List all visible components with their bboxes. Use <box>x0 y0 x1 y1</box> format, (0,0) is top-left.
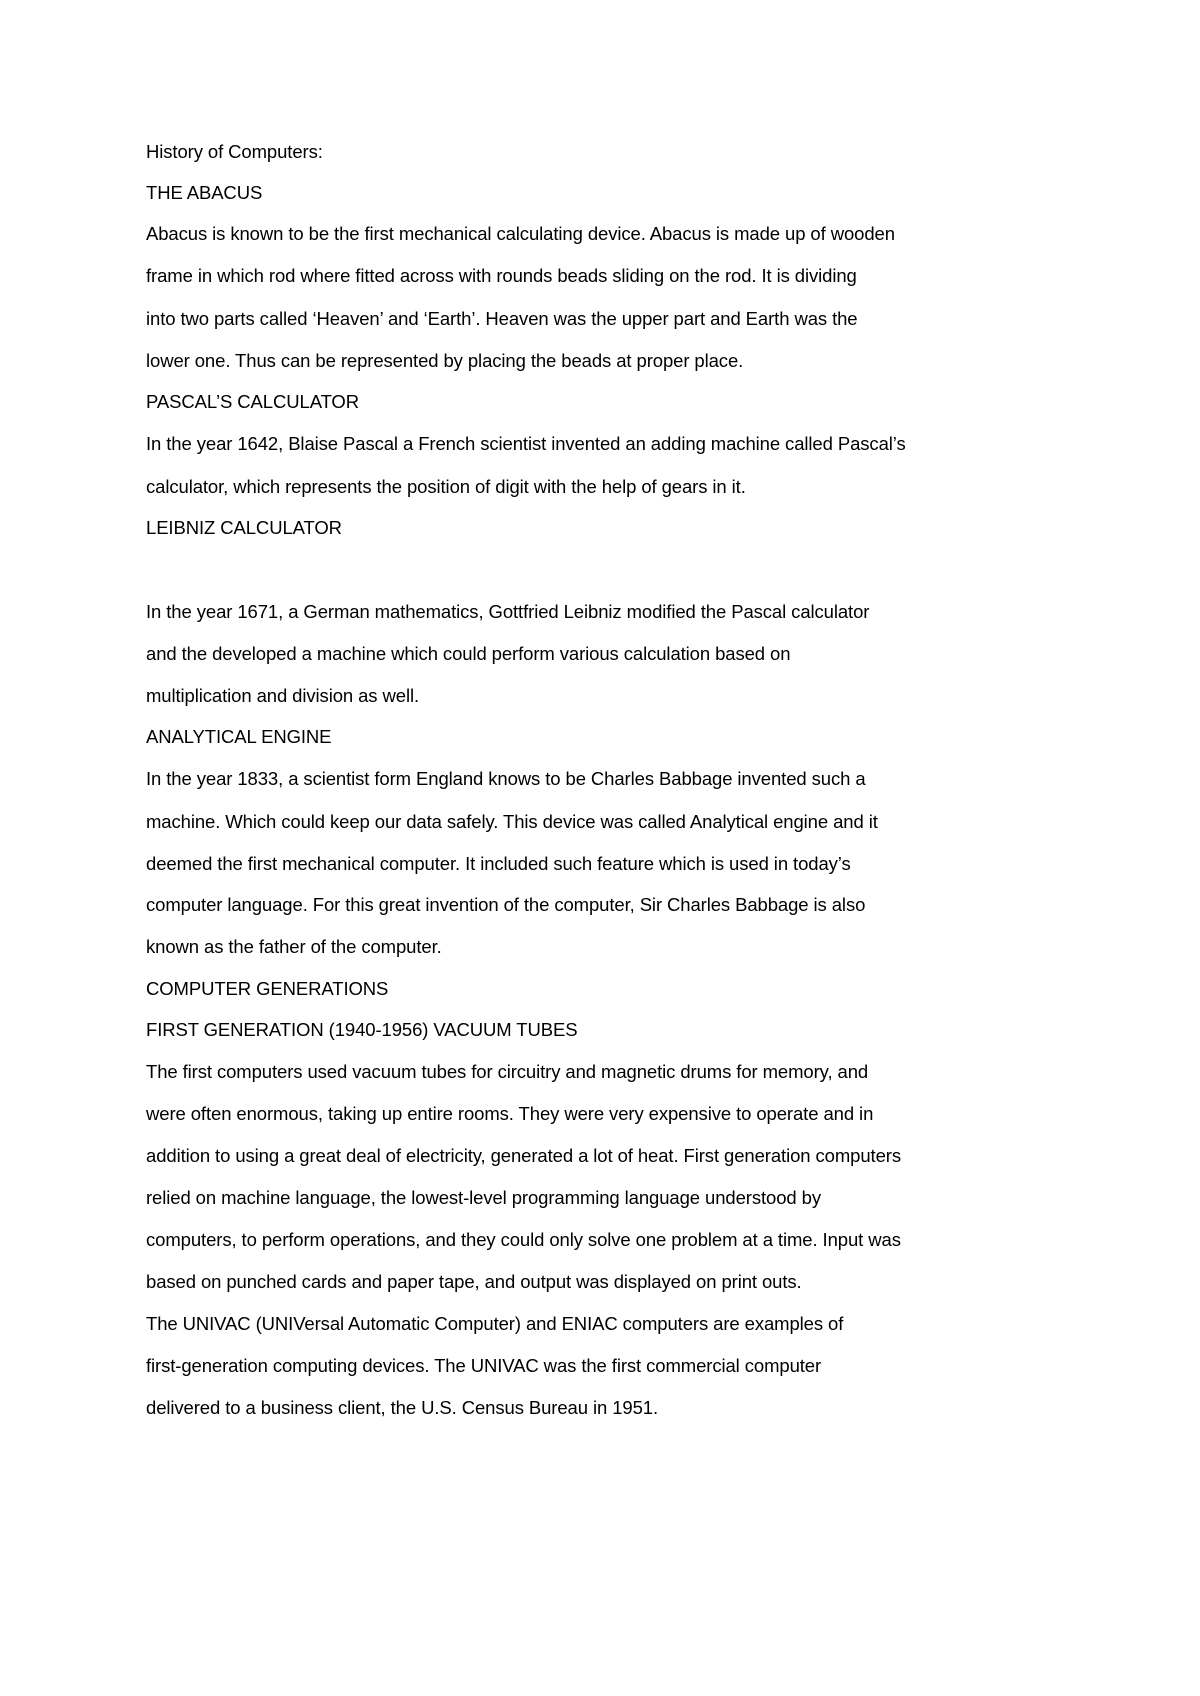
analytical-line-4: computer language. For this great invention of the computer, Sir Charles Babbage is also <box>146 894 866 915</box>
abacus-line-1: Abacus is known to be the first mechanical calculating device. Abacus is made up of wooden <box>146 223 895 244</box>
first-gen-line-6: based on punched cards and paper tape, and output was displayed on print outs. <box>146 1271 802 1292</box>
abacus-line-3: into two parts called ‘Heaven’ and ‘Earth’. Heaven was the upper part and Earth was the <box>146 308 858 329</box>
section-heading-generations: COMPUTER GENERATIONS <box>146 978 389 999</box>
analytical-line-1: In the year 1833, a scientist form England knows to be Charles Babbage invented such a <box>146 768 866 789</box>
first-gen-line-3: addition to using a great deal of electricity, generated a lot of heat. First generation computers <box>146 1145 901 1166</box>
section-heading-leibniz: LEIBNIZ CALCULATOR <box>146 517 342 538</box>
leibniz-line-3: multiplication and division as well. <box>146 685 420 706</box>
document-title: History of Computers: <box>146 141 323 162</box>
first-gen-line-5: computers, to perform operations, and they could only solve one problem at a time. Input was <box>146 1229 901 1250</box>
analytical-line-5: known as the father of the computer. <box>146 936 442 957</box>
section-heading-abacus: THE ABACUS <box>146 182 263 203</box>
univac-line-3: delivered to a business client, the U.S. Census Bureau in 1951. <box>146 1397 659 1418</box>
section-heading-analytical: ANALYTICAL ENGINE <box>146 726 332 747</box>
first-gen-line-2: were often enormous, taking up entire rooms. They were very expensive to operate and in <box>146 1103 874 1124</box>
abacus-line-4: lower one. Thus can be represented by placing the beads at proper place. <box>146 350 744 371</box>
pascal-line-1: In the year 1642, Blaise Pascal a French scientist invented an adding machine called Pascal’s <box>146 433 906 454</box>
first-gen-line-1: The first computers used vacuum tubes for circuitry and magnetic drums for memory, and <box>146 1061 869 1082</box>
leibniz-line-2: and the developed a machine which could perform various calculation based on <box>146 643 791 664</box>
section-heading-first-generation: FIRST GENERATION (1940-1956) VACUUM TUBES <box>146 1019 578 1040</box>
pascal-line-2: calculator, which represents the position of digit with the help of gears in it. <box>146 476 746 497</box>
univac-line-2: first-generation computing devices. The UNIVAC was the first commercial computer <box>146 1355 822 1376</box>
analytical-line-2: machine. Which could keep our data safely. This device was called Analytical engine and it <box>146 811 878 832</box>
section-heading-pascal: PASCAL’S CALCULATOR <box>146 391 359 412</box>
leibniz-line-1: In the year 1671, a German mathematics, Gottfried Leibniz modified the Pascal calculator <box>146 601 870 622</box>
univac-line-1: The UNIVAC (UNIVersal Automatic Computer) and ENIAC computers are examples of <box>146 1313 844 1334</box>
analytical-line-3: deemed the first mechanical computer. It included such feature which is used in today’s <box>146 853 851 874</box>
abacus-line-2: frame in which rod where fitted across with rounds beads sliding on the rod. It is dividing <box>146 265 857 286</box>
first-gen-line-4: relied on machine language, the lowest-level programming language understood by <box>146 1187 821 1208</box>
